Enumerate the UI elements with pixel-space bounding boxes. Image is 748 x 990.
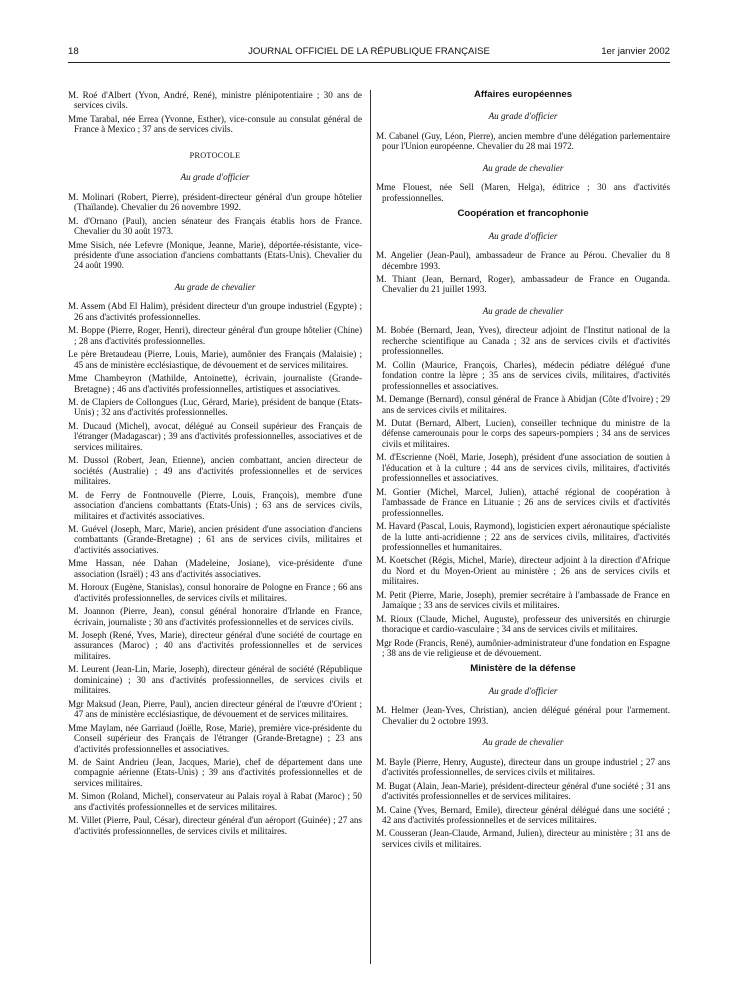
section-title-affaires: Affaires européennes [473,89,573,100]
journal-title: JOURNAL OFFICIEL DE LA RÉPUBLIQUE FRANÇAISE [248,46,490,57]
decoration-entry: M. Horoux (Eugène, Stanislas), consul honoraire de Pologne en France ; 66 ans d'activités professionnelles, de services civils et militaires. [68,582,362,603]
decoration-entry: Mme Hassan, née Dahan (Madeleine, Josiane), vice-présidente d'une association (Israël) ; 43 ans d'activités associatives. [68,558,362,579]
grade-heading-officier: Au grade d'officier [488,685,558,696]
decoration-entry: M. Rioux (Claude, Michel, Auguste), professeur des universités en chirurgie thoracique et cardio-vasculaire ; 34 ans de services civils et militaires. [376,613,670,635]
decoration-entry: M. Villet (Pierre, Paul, César), directeur général d'un aéroport (Guinée) ; 27 ans d'activités professionnelles, de services civils et militaires. [68,815,362,836]
grade-heading-officier: Au grade d'officier [180,172,250,183]
decoration-entry: Mgr Rode (Francis, René), aumônier-administrateur d'une fondation en Espagne ; 38 ans de vie religieuse et de dévouement. [376,637,670,659]
grade-heading-chevalier: Au grade de chevalier [482,305,564,316]
decoration-entry: Mme Maylam, née Garriaud (Joëlle, Rose, Marie), première vice-présidente du Conseil supérieur des Français de l'étranger (Grande-Bretagne) ; 23 ans d'activités professionnelles et associatives. [68,722,362,754]
decoration-entry: Le père Bretaudeau (Pierre, Louis, Marie), aumônier des Français (Malaisie) ; 45 ans de ministère ecclésiastique, de dévouement et de services militaires. [68,349,362,370]
decoration-entry: M. Joannon (Pierre, Jean), consul général honoraire d'Irlande en France, écrivain, journaliste ; 30 ans d'activités professionnelles et de services civils. [68,606,362,627]
column-divider [370,90,371,964]
intro-entries [68,90,362,135]
issue-date: 1er janvier 2002 [601,46,670,57]
header-rule [68,62,670,63]
chevalier-entries [68,301,362,836]
officier-entries [68,192,362,271]
decoration-entry: M. d'Ornano (Paul), ancien sénateur des Français établis hors de France. Chevalier du 30 août 1973. [68,215,362,237]
decoration-entry: M. Joseph (René, Yves, Marie), directeur général d'une société de courtage en assurances (Maroc) ; 40 ans d'activités professionnelles et de services militaires. [68,630,362,661]
decoration-entry: M. Bobée (Bernard, Jean, Yves), directeur adjoint de l'Institut national de la recherche scientifique au Canada ; 32 ans de services civils et d'activités professionnelles. [376,325,670,357]
decoration-entry: M. de Saint Andrieu (Jean, Jacques, Marie), chef de département dans une compagnie aérienne (Etats-Unis) ; 39 ans d'activités professionnelles et de services militaires. [68,757,362,788]
decoration-entry: M. Dussol (Robert, Jean, Etienne), ancien combattant, ancien directeur de sociétés (Australie) ; 49 ans d'activités professionnelles et de services militaires. [68,455,362,487]
left-column [68,90,362,839]
grade-heading-chevalier: Au grade de chevalier [174,281,256,292]
decoration-entry: M. Gontier (Michel, Marcel, Julien), attaché régional de coopération à l'ambassade de France en Lituanie ; 26 ans de services civils et d'activités professionnelles. [376,486,670,518]
decoration-entry: Mme Flouest, née Sell (Maren, Helga), éditrice ; 30 ans d'activités professionnelles. [376,182,670,203]
page-number: 18 [68,46,79,57]
decoration-entry: Mgr Maksud (Jean, Pierre, Paul), ancien directeur général de l'œuvre d'Orient ; 47 ans de ministère ecclésiastique, de dévouement et de services militaires. [68,698,362,720]
decoration-entry: M. Bugat (Alain, Jean-Marie), président-directeur général d'une société ; 31 ans d'activités professionnelles et de services militaires. [376,780,670,802]
decoration-entry: M. Cabanel (Guy, Léon, Pierre), ancien membre d'une délégation parlementaire pour l'Union européenne. Chevalier du 28 mai 1972. [376,130,670,152]
officier-entries [376,250,670,295]
chevalier-entries [376,325,670,658]
grade-heading-officier: Au grade d'officier [488,230,558,241]
decoration-entry: M. Caine (Yves, Bernard, Emile), directeur général délégué dans une société ; 42 ans d'activités professionnelles et de services militaires. [376,804,670,826]
decoration-entry: Mme Sisich, née Lefevre (Monique, Jeanne, Marie), déportée-résistante, vice-présidente d'une association d'anciens combattants (Etats-Unis). Chevalier du 24 août 1990. [68,239,362,271]
decoration-entry: M. de Ferry de Fontnouvelle (Pierre, Louis, François), membre d'une association d'anciens combattants (Etats-Unis) ; 63 ans de services civils, militaires et d'activités associatives. [68,489,362,521]
decoration-entry: M. de Clapiers de Collongues (Luc, Gérard, Marie), président de banque (Etats-Unis) ; 32 ans d'activités professionnelles. [68,396,362,418]
decoration-entry: M. Cousseran (Jean-Claude, Armand, Julien), directeur au ministère ; 31 ans de services civils et militaires. [376,828,670,849]
decoration-entry: M. Molinari (Robert, Pierre), président-directeur général d'un groupe hôtelier (Thaïlande). Chevalier du 26 novembre 1992. [68,191,362,213]
officier-entries [376,131,670,152]
grade-heading-officier: Au grade d'officier [488,111,558,122]
decoration-entry: M. Simon (Roland, Michel), conservateur au Palais royal à Rabat (Maroc) ; 50 ans d'activités professionnelles et de services militaires. [68,791,362,812]
decoration-entry: M. Bayle (Pierre, Henry, Auguste), directeur dans un groupe industriel ; 27 ans d'activités professionnelles, de services civils et militaires. [376,756,670,778]
decoration-entry: M. Boppe (Pierre, Roger, Henri), directeur général d'un groupe hôtelier (Chine) ; 28 ans d'activités professionnelles. [68,325,362,346]
officier-entries [376,705,670,726]
decoration-entry: M. Ducaud (Michel), avocat, délégué au Conseil supérieur des Français de l'étranger (Madagascar) ; 39 ans d'activités professionnelles, associatives et de services militaires. [68,420,362,452]
decoration-entry: M. Collin (Maurice, François, Charles), médecin pédiatre délégué d'une fondation contre la lèpre ; 35 ans de services civils, militaires, d'activités professionnelles et associatives. [376,359,670,391]
decoration-entry: M. Guével (Joseph, Marc, Marie), ancien président d'une association d'anciens combattants (Grande-Bretagne) ; 61 ans de services civils, militaires et d'activités associatives. [68,523,362,555]
decoration-entry: M. Koetschet (Régis, Michel, Marie), directeur adjoint à la direction d'Afrique du Nord et du Moyen-Orient au ministère ; 26 ans de services civils et militaires. [376,555,670,587]
decoration-entry: M. d'Escrienne (Noël, Marie, Joseph), président d'une association de soutien à l'éducation et à la culture ; 44 ans de services civils, militaires, d'activités professionnelles et associatives. [376,452,670,484]
grade-heading-chevalier: Au grade de chevalier [482,737,564,748]
chevalier-entries [376,757,670,850]
decoration-entry: M. Roé d'Albert (Yvon, André, René), ministre plénipotentiaire ; 30 ans de services civils. [68,90,362,111]
decoration-entry: M. Assem (Abd El Halim), président directeur d'un groupe industriel (Egypte) ; 26 ans d'activités professionnelles. [68,301,362,322]
decoration-entry: M. Helmer (Jean-Yves, Christian), ancien délégué général pour l'armement. Chevalier du 2 octobre 1993. [376,705,670,726]
decoration-entry: M. Demange (Bernard), consul général de France à Abidjan (Côte d'Ivoire) ; 29 ans de services civils et militaires. [376,394,670,415]
grade-heading-chevalier: Au grade de chevalier [482,162,564,173]
decoration-entry: M. Petit (Pierre, Marie, Joseph), premier secrétaire à l'ambassade de France en Jamaïque ; 33 ans de services civils et militaires. [376,589,670,611]
section-title-cooperation: Coopération et francophonie [457,208,589,220]
decoration-entry: Mme Chambeyron (Mathilde, Antoinette), écrivain, journaliste (Grande-Bretagne) ; 46 ans d'activités professionnelles, artistiques et associatives. [68,373,362,394]
decoration-entry: M. Thiant (Jean, Bernard, Roger), ambassadeur de France en Ouganda. Chevalier du 21 juillet 1993. [376,273,670,295]
decoration-entry: M. Dutat (Bernard, Albert, Lucien), conseiller technique du ministre de la défense camerounais pour le corps des sapeurs-pompiers ; 34 ans de services civils et militaires. [376,417,670,449]
right-column [376,90,670,852]
page-header [68,46,670,60]
section-title-protocole: PROTOCOLE [189,150,241,160]
section-title-defense: Ministère de la défense [470,663,576,675]
decoration-entry: M. Havard (Pascal, Louis, Raymond), logisticien expert aéronautique spécialiste de la lutte anti-acridienne ; 22 ans de services civils, militaires, d'activités professionnelles et humanitaires. [376,521,670,552]
chevalier-entries [376,182,670,203]
decoration-entry: M. Angelier (Jean-Paul), ambassadeur de France au Pérou. Chevalier du 8 décembre 1993. [376,250,670,271]
decoration-entry: Mme Tarabal, née Errea (Yvonne, Esther), vice-consule au consulat général de France à Mexico ; 37 ans de services civils. [68,113,362,135]
decoration-entry: M. Leurent (Jean-Lin, Marie, Joseph), directeur général de société (République dominicaine) ; 30 ans d'activités professionnelles, de services civils et militaires. [68,664,362,696]
